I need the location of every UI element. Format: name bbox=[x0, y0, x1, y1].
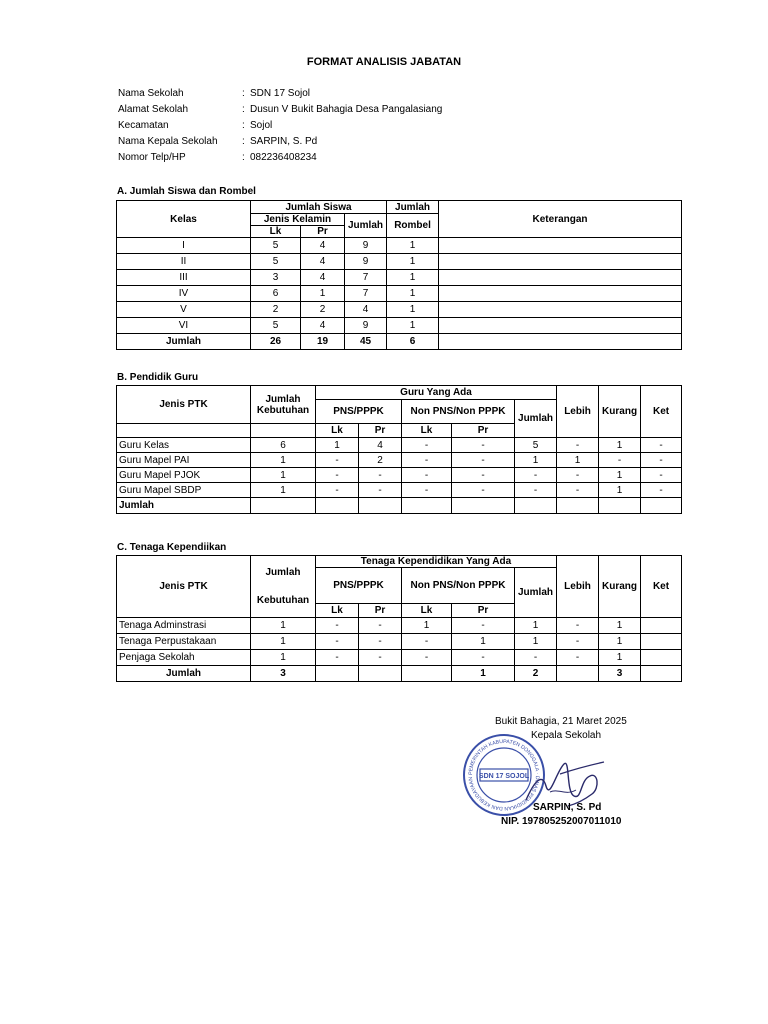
cell-kurang: 3 bbox=[599, 666, 641, 682]
cell-jumlah: 9 bbox=[345, 238, 387, 254]
cell-kelas: VI bbox=[117, 318, 251, 334]
cell-rombel: 1 bbox=[387, 302, 439, 318]
info-label: Nama Kepala Sekolah bbox=[118, 135, 218, 147]
cell-jumlah: 1 bbox=[515, 618, 557, 634]
info-row bbox=[118, 149, 442, 165]
header-jumlah-rombel: Jumlah bbox=[387, 201, 439, 214]
cell-lk: 3 bbox=[251, 270, 301, 286]
cell-jumlah: 9 bbox=[345, 254, 387, 270]
cell-ket bbox=[439, 318, 682, 334]
header-jumlah: Jumlah bbox=[345, 214, 387, 238]
cell-jumlah: - bbox=[515, 483, 557, 498]
info-separator: : bbox=[242, 135, 245, 147]
cell-kelas: V bbox=[117, 302, 251, 318]
table-row bbox=[117, 254, 682, 270]
table-row bbox=[117, 650, 682, 666]
cell-jumlah: 9 bbox=[345, 318, 387, 334]
cell-jenis: Penjaga Sekolah bbox=[117, 650, 251, 666]
cell-kurang: 1 bbox=[599, 483, 641, 498]
cell-kebutuhan: 1 bbox=[251, 634, 316, 650]
cell-ket bbox=[439, 238, 682, 254]
cell-non-lk: - bbox=[402, 453, 452, 468]
section-a-heading: A. Jumlah Siswa dan Rombel bbox=[117, 186, 256, 197]
cell-kebutuhan: 1 bbox=[251, 650, 316, 666]
cell-pns-pr: - bbox=[359, 634, 402, 650]
cell-ket: - bbox=[641, 483, 682, 498]
cell-lk: 26 bbox=[251, 334, 301, 350]
cell-kebutuhan: 3 bbox=[251, 666, 316, 682]
cell-jumlah: 7 bbox=[345, 270, 387, 286]
header-tk-ada: Tenaga Kependidikan Yang Ada bbox=[316, 556, 557, 568]
header-nonpns: Non PNS/Non PPPK bbox=[402, 568, 515, 604]
table-row bbox=[117, 318, 682, 334]
info-value: Sojol bbox=[250, 119, 273, 131]
cell-lebih: - bbox=[557, 483, 599, 498]
cell-rombel: 1 bbox=[387, 238, 439, 254]
cell-lebih: - bbox=[557, 438, 599, 453]
info-separator: : bbox=[242, 151, 245, 163]
cell-ket: - bbox=[641, 453, 682, 468]
cell-pr: 2 bbox=[301, 302, 345, 318]
cell-ket bbox=[641, 634, 682, 650]
signature-position: Kepala Sekolah bbox=[531, 730, 602, 741]
info-value: SDN 17 Sojol bbox=[250, 87, 311, 99]
cell-jumlah: 4 bbox=[345, 302, 387, 318]
cell-pns-lk: - bbox=[316, 634, 359, 650]
cell-ket: - bbox=[641, 438, 682, 453]
cell-lebih: - bbox=[557, 634, 599, 650]
table-teachers bbox=[116, 385, 682, 514]
cell-pns-pr: - bbox=[359, 483, 402, 498]
header-lebih: Lebih bbox=[557, 556, 599, 618]
cell-pr: 4 bbox=[301, 238, 345, 254]
cell-non-pr: - bbox=[452, 618, 515, 634]
cell-non-lk: - bbox=[402, 634, 452, 650]
cell-non-lk: - bbox=[402, 438, 452, 453]
table-total-row bbox=[117, 498, 682, 514]
cell-kelas: II bbox=[117, 254, 251, 270]
cell-non-pr: - bbox=[452, 468, 515, 483]
header-pns: PNS/PPPK bbox=[316, 400, 402, 424]
cell-ket bbox=[641, 618, 682, 634]
cell-non-pr: - bbox=[452, 438, 515, 453]
cell-kurang: 1 bbox=[599, 634, 641, 650]
info-value: 082236408234 bbox=[250, 151, 317, 163]
header-jenis-ptk: Jenis PTK bbox=[117, 386, 251, 424]
info-row bbox=[118, 117, 442, 133]
cell-rombel: 1 bbox=[387, 270, 439, 286]
cell-kelas: IV bbox=[117, 286, 251, 302]
cell-kurang: - bbox=[599, 453, 641, 468]
header-lebih: Lebih bbox=[557, 386, 599, 438]
table-row bbox=[117, 286, 682, 302]
cell-non-pr: - bbox=[452, 650, 515, 666]
cell-jenis: Jumlah bbox=[117, 666, 251, 682]
cell-ket: - bbox=[641, 468, 682, 483]
cell-rombel: 1 bbox=[387, 286, 439, 302]
cell-jumlah: 5 bbox=[515, 438, 557, 453]
table-row bbox=[117, 238, 682, 254]
cell-ket bbox=[439, 302, 682, 318]
header-pr: Pr bbox=[452, 424, 515, 438]
cell-pns-lk: - bbox=[316, 453, 359, 468]
cell-pns-lk: - bbox=[316, 650, 359, 666]
info-value: Dusun V Bukit Bahagia Desa Pangalasiang bbox=[250, 103, 443, 115]
table-row bbox=[117, 438, 682, 453]
page-title: FORMAT ANALISIS JABATAN bbox=[306, 56, 462, 68]
cell-kelas: III bbox=[117, 270, 251, 286]
signature-nip: NIP. 197805252007011010 bbox=[501, 816, 622, 827]
cell-rombel: 6 bbox=[387, 334, 439, 350]
cell-pns-pr: - bbox=[359, 650, 402, 666]
cell-lk: 5 bbox=[251, 318, 301, 334]
table-staff bbox=[116, 555, 682, 682]
header-kurang: Kurang bbox=[599, 556, 641, 618]
table-row bbox=[117, 302, 682, 318]
header-lk: Lk bbox=[316, 424, 359, 438]
cell-non-lk: - bbox=[402, 650, 452, 666]
info-row bbox=[118, 101, 442, 117]
cell-rombel: 1 bbox=[387, 318, 439, 334]
cell-non-pr: 1 bbox=[452, 666, 515, 682]
header-kebutuhan: Jumlah Kebutuhan bbox=[251, 556, 316, 618]
cell-jumlah: 2 bbox=[515, 666, 557, 682]
info-value: SARPIN, S. Pd bbox=[250, 135, 318, 147]
cell-kebutuhan: 6 bbox=[251, 438, 316, 453]
header-lk: Lk bbox=[402, 424, 452, 438]
cell-ket bbox=[641, 650, 682, 666]
info-label: Nama Sekolah bbox=[118, 87, 184, 99]
header-rombel: Rombel bbox=[387, 214, 439, 238]
header-jumlah: Jumlah bbox=[515, 568, 557, 618]
cell-jenis: Guru Mapel PAI bbox=[117, 453, 251, 468]
cell-kurang: 1 bbox=[599, 438, 641, 453]
cell-pns-lk: 1 bbox=[316, 438, 359, 453]
cell-lebih: 1 bbox=[557, 453, 599, 468]
section-c-heading: C. Tenaga Kependiikan bbox=[117, 542, 227, 553]
cell-lk: 6 bbox=[251, 286, 301, 302]
cell-jumlah: 45 bbox=[345, 334, 387, 350]
header-ket: Ket bbox=[641, 386, 682, 438]
cell-pns-lk: - bbox=[316, 468, 359, 483]
info-label: Kecamatan bbox=[118, 119, 169, 131]
table-row bbox=[117, 468, 682, 483]
header-lk: Lk bbox=[316, 604, 359, 618]
header-pr: Pr bbox=[359, 424, 402, 438]
header-kurang: Kurang bbox=[599, 386, 641, 438]
cell-kebutuhan: 1 bbox=[251, 618, 316, 634]
header-lk: Lk bbox=[402, 604, 452, 618]
cell-ket bbox=[439, 334, 682, 350]
cell-rombel: 1 bbox=[387, 254, 439, 270]
info-row bbox=[118, 133, 442, 149]
cell-pr: 4 bbox=[301, 270, 345, 286]
header-guru-ada: Guru Yang Ada bbox=[316, 386, 557, 400]
info-row bbox=[118, 85, 442, 101]
table-row bbox=[117, 270, 682, 286]
cell-pr: 19 bbox=[301, 334, 345, 350]
table-row bbox=[117, 618, 682, 634]
cell-lk: 5 bbox=[251, 254, 301, 270]
cell-lebih: - bbox=[557, 650, 599, 666]
header-kebutuhan: Jumlah Kebutuhan bbox=[251, 386, 316, 424]
header-nonpns: Non PNS/Non PPPK bbox=[402, 400, 515, 424]
header-kelas: Kelas bbox=[117, 201, 251, 238]
table-total-row bbox=[117, 334, 682, 350]
cell-jenis: Guru Mapel SBDP bbox=[117, 483, 251, 498]
cell-kebutuhan: 1 bbox=[251, 468, 316, 483]
stamp-text: SDN 17 SOJOL bbox=[478, 773, 530, 780]
header-pr: Pr bbox=[301, 226, 345, 238]
cell-pns-pr: 2 bbox=[359, 453, 402, 468]
table-total-row bbox=[117, 666, 682, 682]
cell-non-lk: 1 bbox=[402, 618, 452, 634]
cell-jenis: Tenaga Perpustakaan bbox=[117, 634, 251, 650]
info-separator: : bbox=[242, 119, 245, 131]
cell-jumlah: 7 bbox=[345, 286, 387, 302]
cell-jenis: Jumlah bbox=[117, 498, 251, 514]
header-jenis-kelamin: Jenis Kelamin bbox=[251, 214, 345, 226]
cell-pr: 1 bbox=[301, 286, 345, 302]
cell-pr: 4 bbox=[301, 254, 345, 270]
cell-non-lk: - bbox=[402, 468, 452, 483]
cell-jumlah: 1 bbox=[515, 453, 557, 468]
table-students bbox=[116, 200, 682, 350]
cell-jenis: Guru Kelas bbox=[117, 438, 251, 453]
cell-non-pr: 1 bbox=[452, 634, 515, 650]
info-separator: : bbox=[242, 103, 245, 115]
header-pns: PNS/PPPK bbox=[316, 568, 402, 604]
header-lk: Lk bbox=[251, 226, 301, 238]
cell-pr: 4 bbox=[301, 318, 345, 334]
section-b-heading: B. Pendidik Guru bbox=[117, 372, 199, 383]
cell-pns-lk: - bbox=[316, 483, 359, 498]
header-pr: Pr bbox=[359, 604, 402, 618]
cell-jumlah: - bbox=[515, 650, 557, 666]
cell-ket bbox=[439, 270, 682, 286]
cell-lk: 5 bbox=[251, 238, 301, 254]
cell-pns-pr: - bbox=[359, 618, 402, 634]
cell-ket bbox=[439, 254, 682, 270]
cell-kelas: Jumlah bbox=[117, 334, 251, 350]
cell-kebutuhan: 1 bbox=[251, 453, 316, 468]
info-label: Nomor Telp/HP bbox=[118, 151, 186, 163]
cell-jenis: Tenaga Adminstrasi bbox=[117, 618, 251, 634]
cell-jumlah: - bbox=[515, 468, 557, 483]
school-info bbox=[118, 85, 442, 165]
signature-name: SARPIN, S. Pd bbox=[533, 802, 602, 813]
cell-kebutuhan: 1 bbox=[251, 483, 316, 498]
header-jenis-ptk: Jenis PTK bbox=[117, 556, 251, 618]
cell-lebih: - bbox=[557, 618, 599, 634]
cell-kelas: I bbox=[117, 238, 251, 254]
header-keterangan: Keterangan bbox=[439, 201, 682, 238]
cell-pns-lk: - bbox=[316, 618, 359, 634]
table-row bbox=[117, 634, 682, 650]
cell-ket bbox=[439, 286, 682, 302]
cell-jenis: Guru Mapel PJOK bbox=[117, 468, 251, 483]
info-label: Alamat Sekolah bbox=[118, 103, 189, 115]
header-jumlah-siswa: Jumlah Siswa bbox=[251, 201, 387, 214]
table-row bbox=[117, 483, 682, 498]
header-jumlah: Jumlah bbox=[515, 400, 557, 438]
cell-kurang: 1 bbox=[599, 468, 641, 483]
header-ket: Ket bbox=[641, 556, 682, 618]
info-separator: : bbox=[242, 87, 245, 99]
cell-pns-pr: - bbox=[359, 468, 402, 483]
cell-lk: 2 bbox=[251, 302, 301, 318]
stamp-ring-text: PEMERINTAH KABUPATEN DONGGALA · DINAS PENDIDIKAN DAN KEBUDAYAAN bbox=[467, 738, 541, 812]
header-pr: Pr bbox=[452, 604, 515, 618]
cell-kurang: 1 bbox=[599, 650, 641, 666]
cell-jumlah: 1 bbox=[515, 634, 557, 650]
cell-kurang: 1 bbox=[599, 618, 641, 634]
cell-lebih: - bbox=[557, 468, 599, 483]
cell-non-lk: - bbox=[402, 483, 452, 498]
cell-non-pr: - bbox=[452, 453, 515, 468]
cell-pns-pr: 4 bbox=[359, 438, 402, 453]
cell-non-pr: - bbox=[452, 483, 515, 498]
table-row bbox=[117, 453, 682, 468]
signature-place-date: Bukit Bahagia, 21 Maret 2025 bbox=[495, 716, 627, 727]
